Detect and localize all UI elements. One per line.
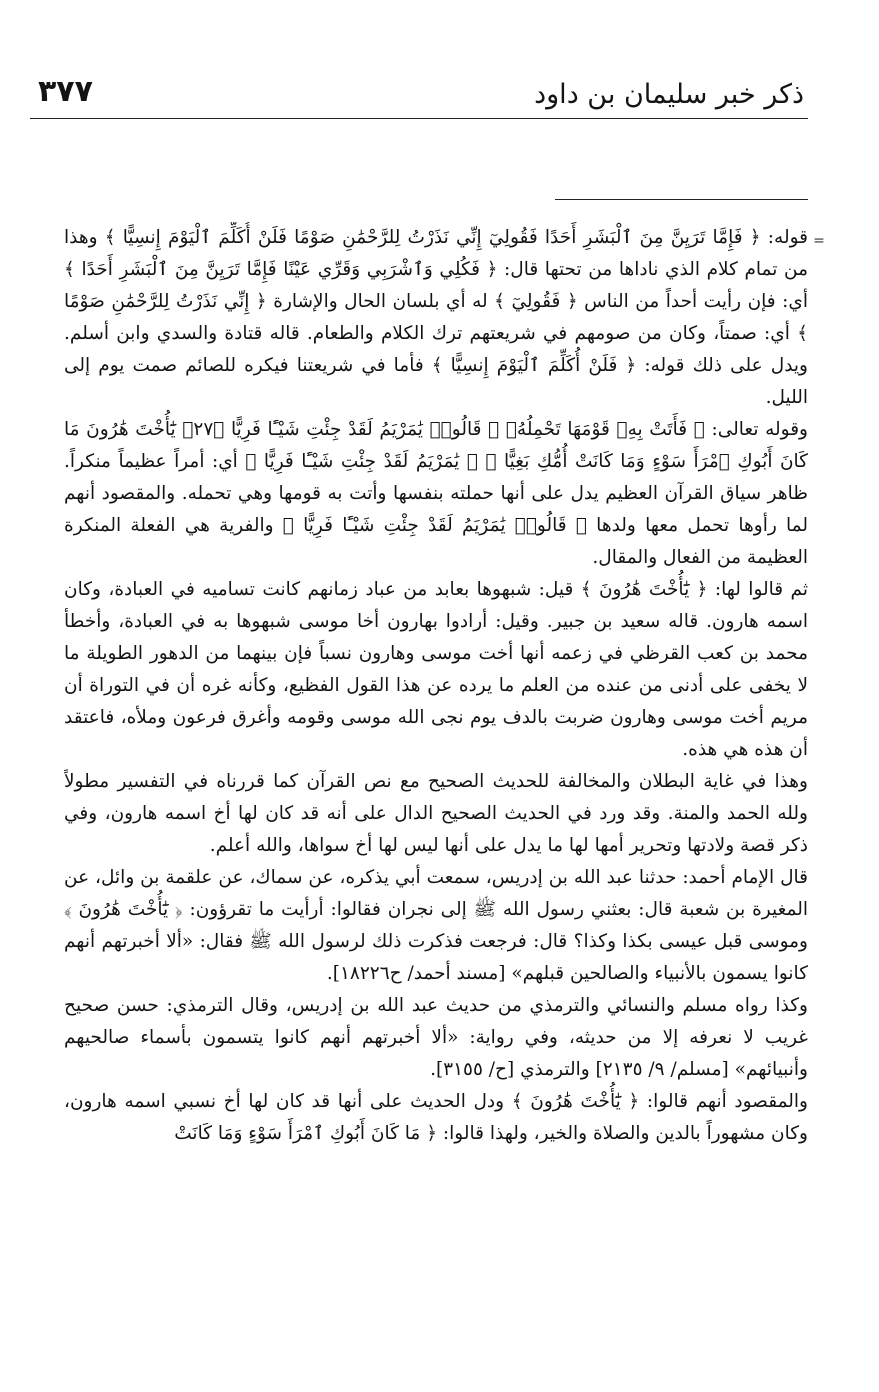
page-header (30, 72, 808, 119)
paragraph: قال الإمام أحمد: حدثنا عبد الله بن إدريس، سمعت أبي يذكره، عن سماك، عن علقمة بن وائل، عن المغيرة بن شعبة قال: بعثني رسول الله ﷺ إلى نجران فقالوا: أرأيت ما تقرؤون: ﴿ يَٰٓأُخْتَ هَٰرُونَ ﴾ وموسى قبل عيسى بكذا وكذا؟ قال: فرجعت فذكرت ذلك لرسول الله ﷺ فقال: «ألا أخبرتهم أنهم كانوا يسمون بالأنبياء والصالحين قبلهم» [مسند أحمد/ ح١٨٢٢٦]. (64, 867, 808, 984)
separator-line (555, 199, 808, 200)
page-number: ٣٧٧ (38, 74, 93, 109)
paragraph: وكذا رواه مسلم والنسائي والترمذي من حديث عبد الله بن إدريس، وقال الترمذي: حسن صحيح غريب لا نعرفه إلا من حديثه، وفي رواية: «ألا أخبرتهم أنهم كانوا يتسمون بأسماء صالحيهم وأنبيائهم» [مسلم/ ٩/ ٢١٣٥] والترمذي [ح/ ٣١٥٥]. (64, 995, 808, 1080)
paragraph: قوله: ﴿ فَإِمَّا تَرَيِنَّ مِنَ ٱلْبَشَرِ أَحَدًا فَقُولِيٓ إِنِّي نَذَرْتُ لِلرَّحْمَٰنِ صَوْمًا فَلَنْ أُكَلِّمَ ٱلْيَوْمَ إِنسِيًّا ﴾ وهذا من تمام كلام الذي ناداها من تحتها قال: ﴿ فَكُلِي وَٱشْرَبِي وَقَرِّي عَيْنًا فَإِمَّا تَرَيِنَّ مِنَ ٱلْبَشَرِ أَحَدًا ﴾ أي: فإن رأيت أحداً من الناس ﴿ فَقُولِيٓ ﴾ له أي بلسان الحال والإشارة ﴿ إِنِّي نَذَرْتُ لِلرَّحْمَٰنِ صَوْمًا ﴾ أي: صمتاً، وكان من صومهم في شريعتهم ترك الكلام والطعام. قاله قتادة والسدي وابن أسلم. ويدل على ذلك قوله: ﴿ فَلَنْ أُكَلِّمَ ٱلْيَوْمَ إِنسِيًّا ﴾ فأما في شريعتنا فيكره للصائم صمت يوم إلى الليل. (64, 227, 808, 408)
paragraph: والمقصود أنهم قالوا: ﴿ يَٰٓأُخْتَ هَٰرُونَ ﴾ ودل الحديث على أنها قد كان لها أخ نسبي اسمه هارون، وكان مشهوراً بالدين والصلاة والخير، ولهذا قالوا: ﴿ مَا كَانَ أَبُوكِ ٱمْرَأَ سَوْءٍ وَمَا كَانَتْ (64, 1091, 808, 1144)
body-text (64, 222, 808, 1372)
margin-mark: = (813, 233, 825, 249)
running-title: ذكر خبر سليمان بن داود (534, 79, 804, 110)
paragraph: وهذا في غاية البطلان والمخالفة للحديث الصحيح مع نص القرآن كما قررناه في التفسير مطولاً ولله الحمد والمنة. وقد ورد في الحديث الصحيح الدال على أنه قد كان لها أخ اسمه هارون، وفي ذكر قصة ولادتها وتحرير أمها لها ما يدل على أنها ليس لها أخ سواها، والله أعلم. (64, 771, 808, 856)
paragraph: ثم قالوا لها: ﴿ يَٰٓأُخْتَ هَٰرُونَ ﴾ قيل: شبهوها بعابد من عباد زمانهم كانت تساميه في العبادة، وكان اسمه هارون. قاله سعيد بن جبير. وقيل: أرادوا بهارون أخا موسى شبهوها به في العبادة، وأخطأ محمد بن كعب القرظي في زعمه أنها أخت موسى وهارون نسباً فإن بينهما من الدهور الطويلة ما لا يخفى على أدنى من عنده من العلم ما يرده عن هذا القول الفظيع، وكأنه غره أن في التوراة أن مريم أخت موسى وهارون ضربت بالدف يوم نجى الله موسى وقومه وأغرق فرعون وملأه، فاعتقد أن هذه هي هذه. (64, 579, 808, 760)
paragraph: وقوله تعالى: ﴿ فَأَتَتْ بِهِۦ قَوْمَهَا تَحْمِلُهُۥ ۖ قَالُوا۟ يَٰمَرْيَمُ لَقَدْ جِئْتِ شَيْـًٔا فَرِيًّا ﴿٢٧﴾ يَٰٓأُخْتَ هَٰرُونَ مَا كَانَ أَبُوكِ ٱمْرَأَ سَوْءٍ وَمَا كَانَتْ أُمُّكِ بَغِيًّا ﴾ ﴿ يَٰمَرْيَمُ لَقَدْ جِئْتِ شَيْـًٔا فَرِيًّا ﴾ أي: أمراً عظيماً منكراً. ظاهر سياق القرآن العظيم يدل على أنها حملته بنفسها وأتت به قومها وهي تحمله. والمقصود أنهم لما رأوها تحمل معها ولدها ﴿ قَالُوا۟ يَٰمَرْيَمُ لَقَدْ جِئْتِ شَيْـًٔا فَرِيًّا ﴾ والفرية هي الفعلة المنكرة العظيمة من الفعال والمقال. (64, 419, 808, 568)
